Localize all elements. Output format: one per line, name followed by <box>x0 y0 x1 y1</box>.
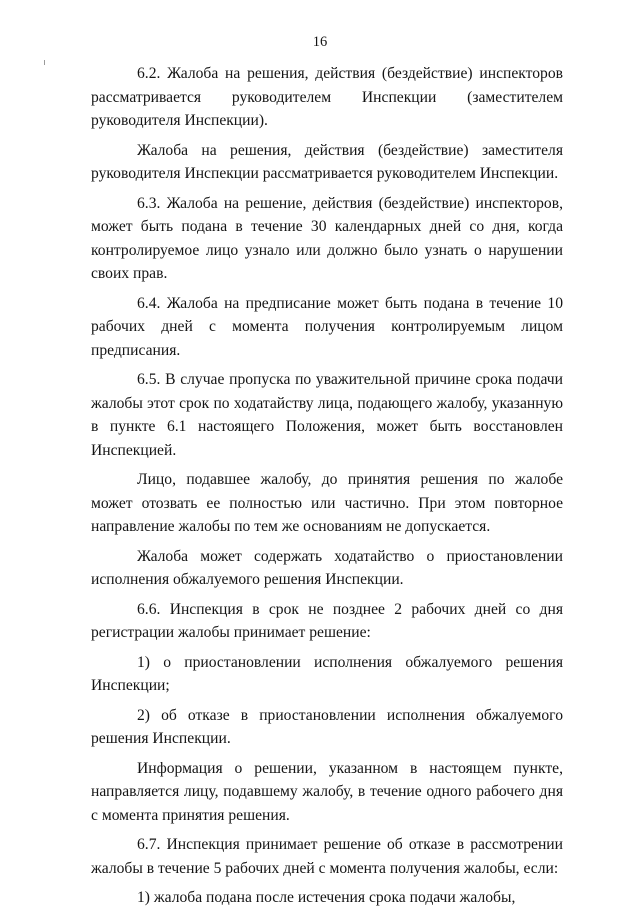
paragraph-suspension-request: Жалоба может содержать ходатайство о приостановлении исполнения обжалуемого решения Инспекции. <box>91 547 563 588</box>
list-item-6-6-1: 1) о приостановлении исполнения обжалуемого решения Инспекции; <box>91 653 563 694</box>
paragraph-withdrawal: Лицо, подавшее жалобу, до принятия решения по жалобе может отозвать ее полностью или частично. При этом повторное направление жалобы по тем же основаниям не допускается. <box>91 471 563 535</box>
paragraph-6-2: 6.2. Жалоба на решения, действия (бездействие) инспекторов рассматривается руководителем Инспекции (заместителем руководителя Инспекции). <box>91 65 563 129</box>
paragraph-6-5: 6.5. В случае пропуска по уважительной причине срока подачи жалобы этот срок по ходатайству лица, подающего жалобу, указанную в пункте 6.1 настоящего Положения, может быть восстановлен Инспекцией. <box>91 371 563 459</box>
paragraph-6-4: 6.4. Жалоба на предписание может быть подана в течение 10 рабочих дней с момента получения контролируемым лицом предписания. <box>91 294 563 359</box>
paragraph-6-6: 6.6. Инспекция в срок не позднее 2 рабочих дней со дня регистрации жалобы принимает решение: <box>91 600 563 641</box>
document-body <box>91 62 563 910</box>
list-item-6-7-1: 1) жалоба подана после истечения срока подачи жалобы, <box>137 889 516 906</box>
paragraph-6-7: 6.7. Инспекция принимает решение об отказе в рассмотрении жалобы в течение 5 рабочих дней с момента получения жалобы, если: <box>91 836 563 877</box>
paragraph-6-2-deputy: Жалоба на решения, действия (бездействие) заместителя руководителя Инспекции рассматривается руководителем Инспекции. <box>91 141 563 182</box>
paragraph-notification: Информация о решении, указанном в настоящем пункте, направляется лицу, подавшему жалобу, в течение одного рабочего дня с момента принятия решения. <box>91 759 563 824</box>
page-number: 16 <box>312 34 328 50</box>
paragraph-6-3: 6.3. Жалоба на решение, действия (бездействие) инспекторов, может быть подана в течение 30 календарных дней со дня, когда контролируемое лицо узнало или должно было узнать о нарушении своих прав. <box>91 194 563 282</box>
scan-edge-mark <box>44 60 45 65</box>
list-item-6-6-2: 2) об отказе в приостановлении исполнения обжалуемого решения Инспекции. <box>91 706 563 747</box>
